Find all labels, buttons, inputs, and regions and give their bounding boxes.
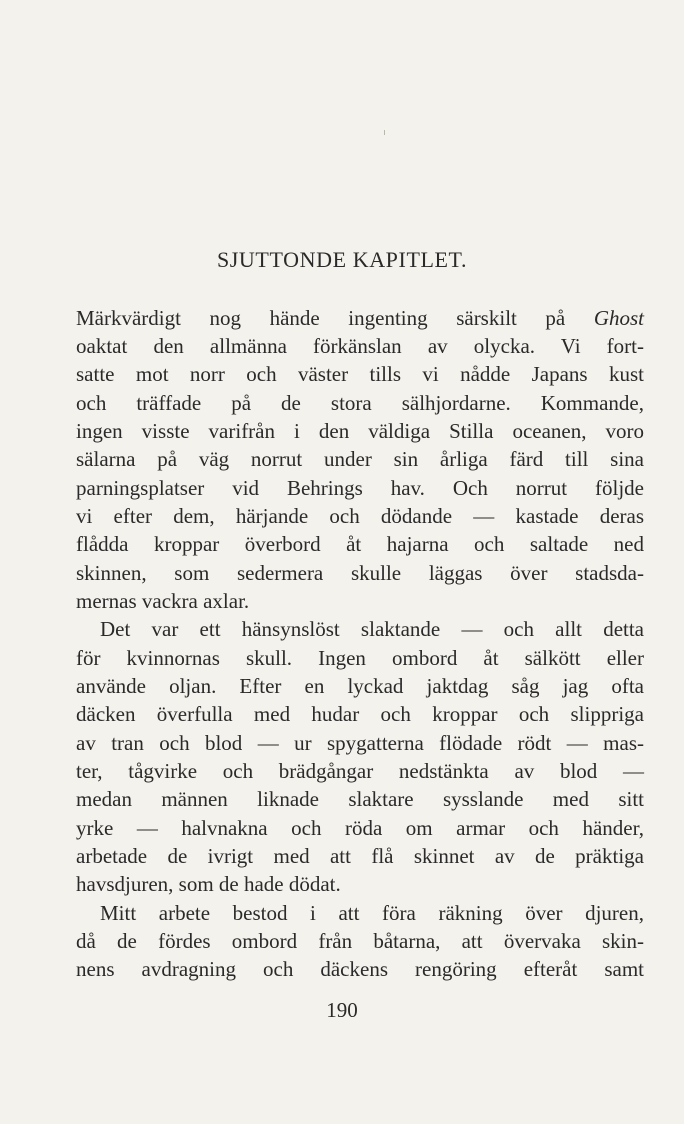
text-line-20: arbetade de ivrigt med att flå skinnet av de präktiga [76, 844, 644, 868]
print-speck [384, 130, 385, 135]
text-line-17: ter, tågvirke och brädgångar nedstänkta av blod — [76, 759, 644, 783]
text-line-23: då de fördes ombord från båtarna, att övervaka skin- [76, 929, 644, 953]
text-line-3: satte mot norr och väster tills vi nådde Japans kust [76, 362, 644, 386]
text-line-1: Märkvärdigt nog hände ingenting särskilt på Ghost [76, 306, 644, 330]
text-line-19: yrke — halvnakna och röda om armar och händer, [76, 816, 644, 840]
text-line-12: Det var ett hänsynslöst slaktande — och allt detta [100, 617, 644, 641]
text-line-2: oaktat den allmänna förkänslan av olycka. Vi fort- [76, 334, 644, 358]
text-line-11: mernas vackra axlar. [76, 589, 250, 613]
text-line-4: och träffade på de stora sälhjordarne. Kommande, [76, 391, 644, 415]
text-line-21: havsdjuren, som de hade dödat. [76, 872, 341, 896]
text-line-16: av tran och blod — ur spygatterna flödade rödt — mas- [76, 731, 644, 755]
text-line-7: parningsplatser vid Behrings hav. Och norrut följde [76, 476, 644, 500]
text-line-24: nens avdragning och däckens rengöring efteråt samt [76, 957, 644, 981]
text-line-13: för kvinnornas skull. Ingen ombord åt sälkött eller [76, 646, 644, 670]
text-line-18: medan männen liknade slaktare sysslande med sitt [76, 787, 644, 811]
text-line-9: flådda kroppar överbord åt hajarna och saltade ned [76, 532, 644, 556]
text-line-14: använde oljan. Efter en lyckad jaktdag såg jag ofta [76, 674, 644, 698]
text-line-6: sälarna på väg norrut under sin årliga färd till sina [76, 447, 644, 471]
page-number: 190 [326, 998, 358, 1022]
text-line-5: ingen visste varifrån i den väldiga Stilla oceanen, voro [76, 419, 644, 443]
text-line-10: skinnen, som sedermera skulle läggas över stadsda- [76, 561, 644, 585]
text-line-22: Mitt arbete bestod i att föra räkning över djuren, [100, 901, 644, 925]
text-line-15: däcken överfulla med hudar och kroppar och slippriga [76, 702, 644, 726]
chapter-title: SJUTTONDE KAPITLET. [216, 247, 468, 272]
ship-name: Ghost [593, 306, 644, 330]
text-line-8: vi efter dem, härjande och dödande — kastade deras [76, 504, 644, 528]
